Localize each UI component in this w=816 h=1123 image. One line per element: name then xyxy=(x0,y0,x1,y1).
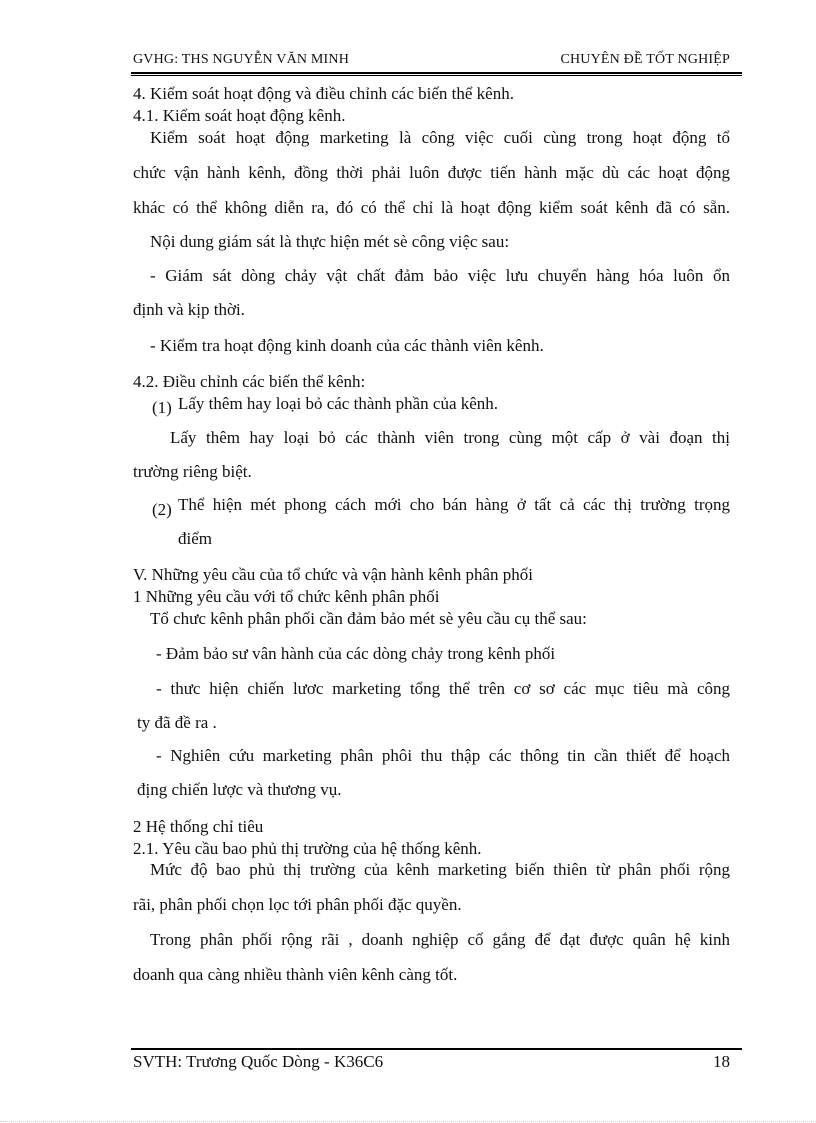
para-11-line-1: Trong phân phối rộng rãi , doanh nghiệp cố gắng để đạt được quân hệ kinh xyxy=(150,930,730,949)
footer-author: SVTH: Trương Quốc Dòng - K36C6 xyxy=(133,1052,384,1071)
para-4: - Kiểm tra hoạt động kinh doanh của các thành viên kênh. xyxy=(150,336,544,355)
para-1-line-3: khác có thể không diễn ra, đó có thể chỉ là hoạt động kiểm soát kênh đã có sẵn. xyxy=(133,198,730,217)
para-6: Tổ chưc kênh phân phối cần đảm bảo mét sè yêu cầu cụ thể sau: xyxy=(150,609,587,628)
para-9-line-2: địng chiến lược và thương vụ. xyxy=(137,780,342,799)
para-10-line-2: rãi, phân phối chọn lọc tới phân phối đặc quyền. xyxy=(133,895,462,914)
item-number-1: (1) xyxy=(152,398,172,417)
item-number-2: (2) xyxy=(152,500,172,519)
para-3-line-2: định và kịp thời. xyxy=(133,300,245,319)
para-1-line-2: chức vận hành kênh, đồng thời phải luôn được tiến hành mặc dù các hoạt động xyxy=(133,163,730,182)
para-5-line-1: Lấy thêm hay loại bỏ các thành viên trong cùng một cấp ở vài đoạn thị xyxy=(170,428,730,447)
heading-v: V. Những yêu cầu của tổ chức và vận hành kênh phân phối xyxy=(133,565,534,584)
header-right: CHUYÊN ĐỀ TỐT NGHIỆP xyxy=(560,52,730,67)
footer-rule xyxy=(131,1048,742,1050)
para-8-line-2: ty đã đề ra . xyxy=(137,713,217,732)
header-rule xyxy=(131,72,742,74)
para-3-line-1: - Giám sát dòng chảy vật chất đảm bảo việc lưu chuyển hàng hóa luôn ổn xyxy=(150,266,730,285)
heading-2: 2 Hệ thống chỉ tiêu xyxy=(133,817,264,836)
heading-4-1: 4.1. Kiểm soát hoạt động kênh. xyxy=(133,106,346,125)
header-left: GVHG: THS NGUYỄN VĂN MINH xyxy=(133,52,350,67)
page-edge xyxy=(0,1121,816,1122)
heading-1: 1 Những yêu cầu với tổ chức kênh phân phối xyxy=(133,587,440,606)
heading-4: 4. Kiểm soát hoạt động và điều chỉnh các biến thể kênh. xyxy=(133,84,514,103)
para-9-line-1: - Nghiên cứu marketing phân phôi thu thập các thông tin cần thiết để hoạch xyxy=(156,746,730,765)
para-2: Nội dung giám sát là thực hiện mét sè công việc sau: xyxy=(150,232,510,251)
header-rule-thin xyxy=(131,75,742,76)
para-11-line-2: doanh qua càng nhiều thành viên kênh càng tốt. xyxy=(133,965,458,984)
para-10-line-1: Mức độ bao phủ thị trường của kênh marketing biến thiên từ phân phối rộng xyxy=(150,860,730,879)
page-number: 18 xyxy=(713,1052,730,1071)
para-5-line-2: trường riêng biệt. xyxy=(133,462,252,481)
para-8-line-1: - thưc hiện chiến lươc marketing tổng thể trên cơ sơ các mục tiêu mà công xyxy=(156,679,730,698)
para-7: - Đảm bảo sư vân hành của các dòng chảy trong kênh phối xyxy=(156,644,556,663)
item-2-line-2: điểm xyxy=(178,529,212,548)
para-1-line-1: Kiểm soát hoạt động marketing là công việc cuối cùng trong hoạt động tổ xyxy=(150,128,730,147)
item-1: Lấy thêm hay loại bỏ các thành phần của kênh. xyxy=(178,394,499,413)
item-2-line-1: Thể hiện mét phong cách mới cho bán hàng ở tất cả các thị trường trọng xyxy=(178,495,730,514)
heading-2-1: 2.1. Yêu cầu bao phủ thị trường của hệ thống kênh. xyxy=(133,839,482,858)
heading-4-2: 4.2. Điều chỉnh các biến thể kênh: xyxy=(133,372,366,391)
